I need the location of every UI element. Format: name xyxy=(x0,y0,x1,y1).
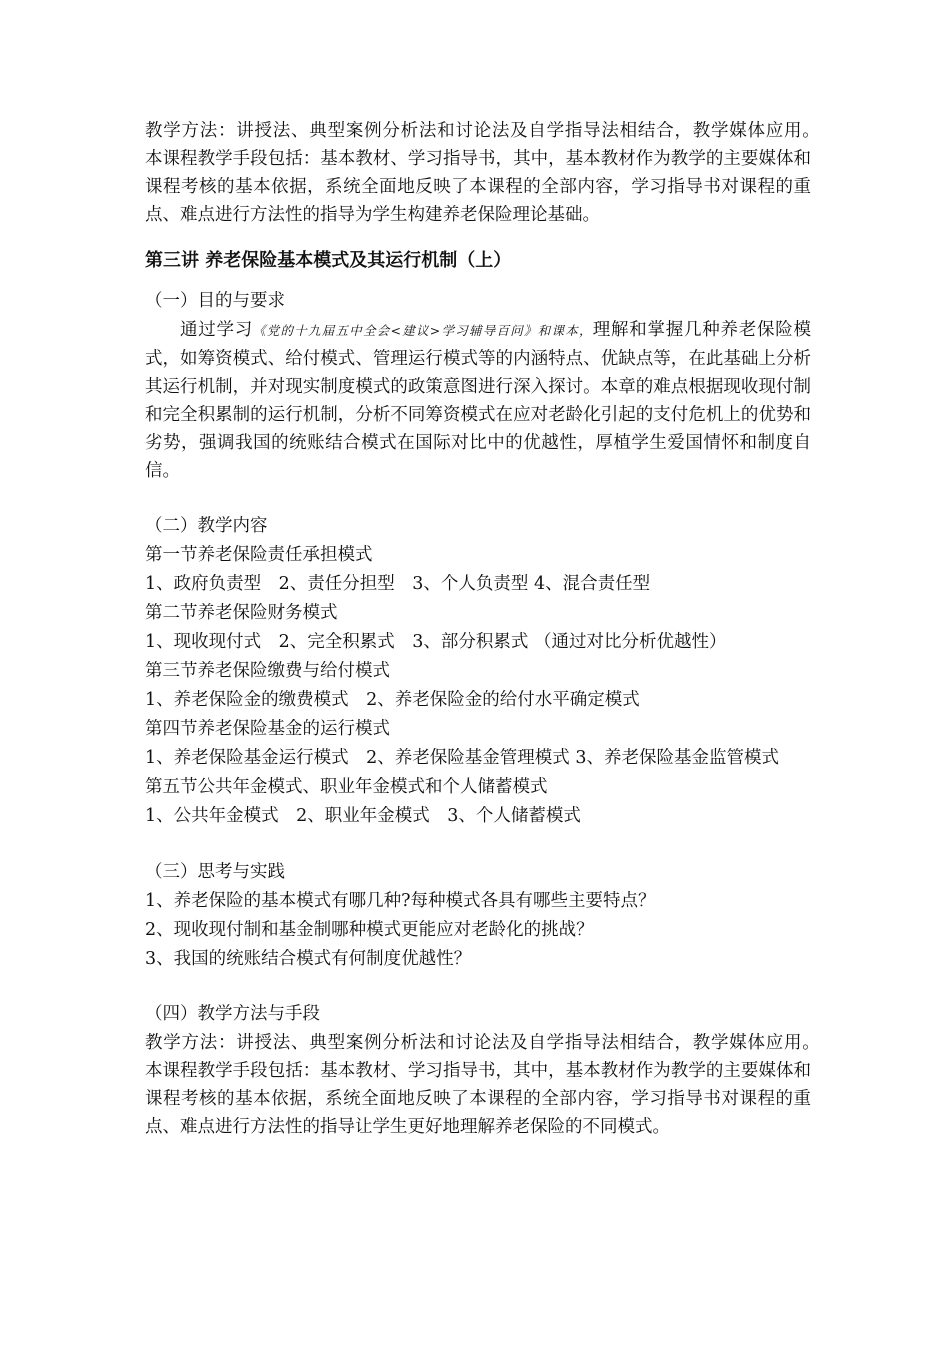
section1-heading: （一）目的与要求 xyxy=(145,291,285,311)
section1-text-reference: 《党的十九届五中全会<建议>学习辅导百问》和课本， xyxy=(253,323,593,338)
section1-paragraph xyxy=(145,316,811,485)
content-line: 第五节公共年金模式、职业年金模式和个人储蓄模式 xyxy=(145,777,548,797)
section2-heading: （二）教学内容 xyxy=(145,516,268,536)
question-item: 2、现收现付制和基金制哪种模式更能应对老龄化的挑战？ xyxy=(145,920,594,940)
content-line: 1、养老保险金的缴费模式 2、养老保险金的给付水平确定模式 xyxy=(145,690,640,710)
intro-paragraph: 教学方法：讲授法、典型案例分析法和讨论法及自学指导法相结合，教学媒体应用。 本课程教学手段包括：基本教材、学习指导书，其中，基本教材作为教学的主要媒体和课程考核的基本依据，系统全面地反映了本课程的全部内容，学习指导书对课程的重点、难点进行方法性的指导为学生构建养老保险理论基础。 xyxy=(145,121,829,225)
content-line: 第三节养老保险缴费与给付模式 xyxy=(145,661,390,681)
content-line: 1、政府负责型 2、责任分担型 3、个人负责型 4、混合责任型 xyxy=(145,574,651,594)
question-item: 1、养老保险的基本模式有哪几种?每种模式各具有哪些主要特点？ xyxy=(145,891,656,911)
section4-heading: （四）教学方法与手段 xyxy=(145,1004,320,1024)
section4-paragraph: 教学方法：讲授法、典型案例分析法和讨论法及自学指导法相结合，教学媒体应用。 本课程教学手段包括：基本教材、学习指导书，其中，基本教材作为教学的主要媒体和课程考核的基本依据，系统全面地反映了本课程的全部内容，学习指导书对课程的重点、难点进行方法性的指导让学生更好地理解养老保险的不同模式。 xyxy=(145,1033,829,1137)
content-line: 第四节养老保险基金的运行模式 xyxy=(145,719,390,739)
content-line: 第二节养老保险财务模式 xyxy=(145,603,338,623)
content-line: 1、公共年金模式 2、职业年金模式 3、个人储蓄模式 xyxy=(145,806,581,826)
section1-text-rest: 理解和掌握几种养老保险模式，如筹资模式、给付模式、管理运行模式等的内涵特点、优缺点等，在此基础上分析其运行机制，并对现实制度模式的政策意图进行深入探讨。本章的难点根据现收现付制和完全积累制的运行机制，分析不同筹资模式在应对老龄化引起的支付危机上的优势和劣势，强调我国的统账结合模式在国际对比中的优越性，厚植学生爱国情怀和制度自信。 xyxy=(145,320,812,481)
content-line: 1、现收现付式 2、完全积累式 3、部分积累式 （通过对比分析优越性） xyxy=(145,632,727,652)
content-line: 第一节养老保险责任承担模式 xyxy=(145,545,373,565)
lecture-title: 第三讲 养老保险基本模式及其运行机制（上） xyxy=(145,250,512,271)
document-page xyxy=(145,117,829,1141)
content-line: 1、养老保险基金运行模式 2、养老保险基金管理模式 3、养老保险基金监管模式 xyxy=(145,748,779,768)
section3-heading: （三）思考与实践 xyxy=(145,862,285,882)
section1-text-lead: 通过学习 xyxy=(180,320,254,340)
question-item: 3、我国的统账结合模式有何制度优越性？ xyxy=(145,949,472,969)
